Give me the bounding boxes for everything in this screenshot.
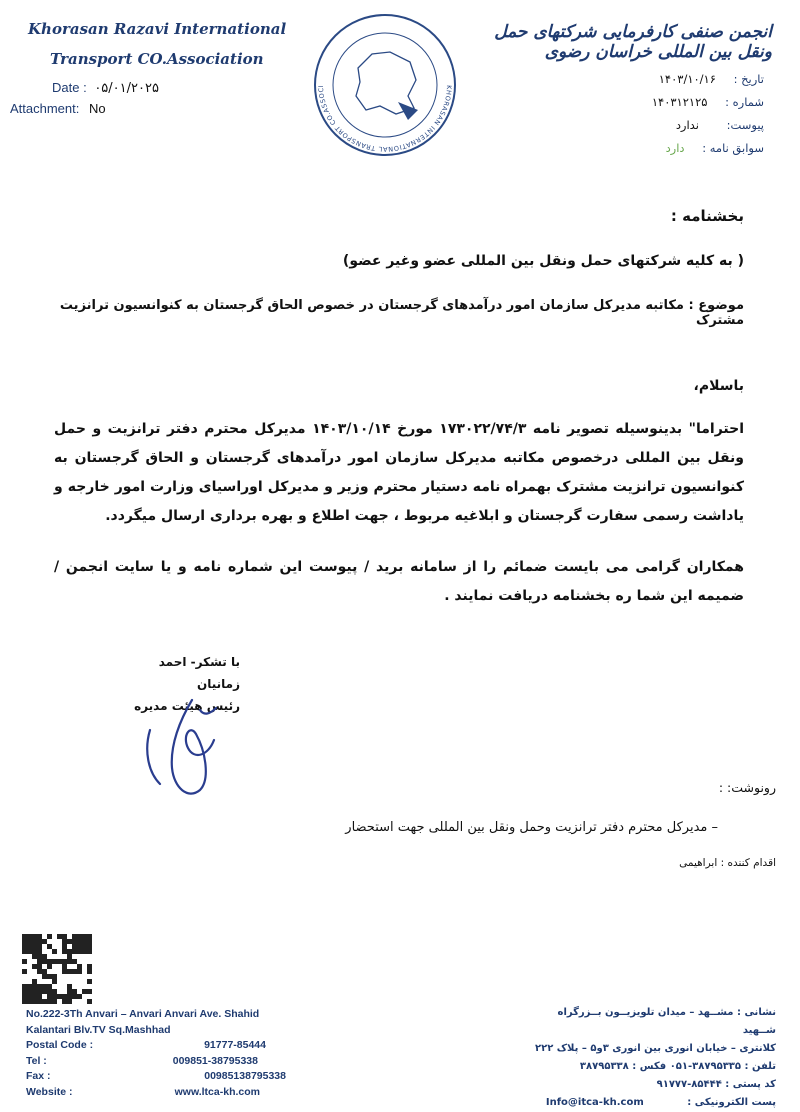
- body-paragraph-1: احتراما" بدینوسیله تصویر نامه ۱۷۳۰۲۲/۷۴/۳ مورخ ۱۴۰۳/۱۰/۱۴ مدیرکل محترم دفتر ترانزیت و حمل ونقل بین المللی درخصوص مکاتبه مدیرکل سازمان امور درآمدهای گرجستان و الحاق گرجستان به کنوانسیون ترانزیت مشترک بهمراه نامه دستیار محترم وزیر و مدیرکل اوراسیای وزارت امور خارجه و یاداشت رسمی سفارت گرجستان و ابلاغیه مربوط ، جهت اطلاع و بهره برداری ارسال میگردد.: [54, 421, 745, 524]
- body-paragraph-2: همکاران گرامی می بایست ضمائم را از سامانه برید / پیوست این شماره نامه و یا سایت انجمن / ضمیمه این شما ره بخشنامه دریافت نمایند .: [54, 559, 744, 604]
- qr-code-icon: [22, 934, 92, 1004]
- website-link[interactable]: www.ltca-kh.com: [174, 1085, 260, 1098]
- logo-emblem-icon: [310, 10, 460, 160]
- footer-fax-row: Fax : 00985138795338: [26, 1070, 286, 1082]
- signature-name: با تشکر- احمد زمانیان: [158, 655, 240, 691]
- footer-en-address-1: No.222-3Th Anvari – Anvari Anvari Ave. Shahid: [26, 1008, 260, 1020]
- footer-fa-block: [526, 1004, 776, 1112]
- footer-fa-address-2: کلانتری – خیابان انوری بین انوری ۳و۵ – پلاک ۲۲۲: [535, 1043, 776, 1054]
- email-link[interactable]: Info@itca-kh.com: [545, 1097, 644, 1108]
- attachment-label: Attachment:: [10, 101, 80, 116]
- footer-postal-row: Postal Code : 91777-85444: [26, 1039, 266, 1051]
- action-by: اقدام کننده : ابراهیمی: [679, 857, 776, 869]
- cc-item: – مدیرکل محترم دفتر ترانزیت وحمل ونقل بین المللی جهت استحضار: [345, 820, 718, 835]
- handwritten-signature-icon: [130, 690, 240, 810]
- en-association-title-line1: Khorasan Razavi International: [28, 20, 287, 38]
- footer-tel-row: Tel : 009851-38795338: [26, 1054, 258, 1067]
- en-association-title-line2: Transport CO.Association: [50, 50, 264, 68]
- fa-meta-attachment: پیوست: ندارد: [675, 118, 764, 132]
- date-value: ۰۵/۰۱/۲۰۲۵: [94, 81, 159, 96]
- date-label: Date :: [52, 80, 87, 95]
- footer-en-block: [26, 1007, 286, 1100]
- footer-website-row: Website : www.ltca-kh.com: [26, 1085, 286, 1101]
- signature-title: رئیس هیئت مدیره: [134, 699, 240, 713]
- fa-meta-history: سوابق نامه : دارد: [665, 141, 764, 155]
- attachment-value: No: [89, 101, 106, 116]
- fa-association-title: انجمن صنفی کارفرمایی شرکتهای حمل ونقل بین المللی خراسان رضوی: [494, 22, 772, 62]
- fa-meta-date: تاریخ : ۱۴۰۳/۱۰/۱۶: [658, 72, 764, 86]
- fa-meta-number: شماره : ۱۴۰۳۱۲۱۲۵: [651, 95, 764, 109]
- recipients-line: ( به کلیه شرکتهای حمل ونقل بین المللی عضو وغیر عضو): [342, 253, 744, 269]
- footer-fa-address-1: نشانی : مشــهد – میدان تلویزیــون بــزرگراه شــهید: [557, 1007, 776, 1036]
- footer-fa-postal: کد پستی : ۸۵۴۴۴-۹۱۷۷۷: [656, 1079, 776, 1090]
- footer-fa-email-row: [526, 1094, 776, 1112]
- fa-meta-block: [584, 72, 764, 164]
- cc-label: رونوشت: :: [718, 780, 776, 795]
- circular-heading: بخشنامه :: [670, 207, 744, 225]
- subject-line: موضوع : مکاتبه مدیرکل سازمان امور درآمدهای گرجستان در خصوص الحاق گرجستان به کنوانسیون ترانزیت مشترک: [59, 298, 744, 328]
- email-label: پست الکترونیکی :: [687, 1097, 776, 1108]
- footer-en-address-2: Kalantari Blv.TV Sq.Mashhad: [26, 1023, 171, 1036]
- footer-fa-phone: تلفن : ۳۸۷۹۵۳۳۵-۰۵۱ فکس : ۳۸۷۹۵۳۳۸: [579, 1061, 776, 1072]
- date-row: [52, 80, 159, 96]
- attachment-row: [10, 101, 106, 116]
- association-logo: [310, 10, 460, 160]
- greeting: باسلام،: [693, 378, 744, 394]
- logo-ring-text: KHORASAN INTERNATIONAL TRANSPORT CO.ASSOCI: [316, 84, 454, 154]
